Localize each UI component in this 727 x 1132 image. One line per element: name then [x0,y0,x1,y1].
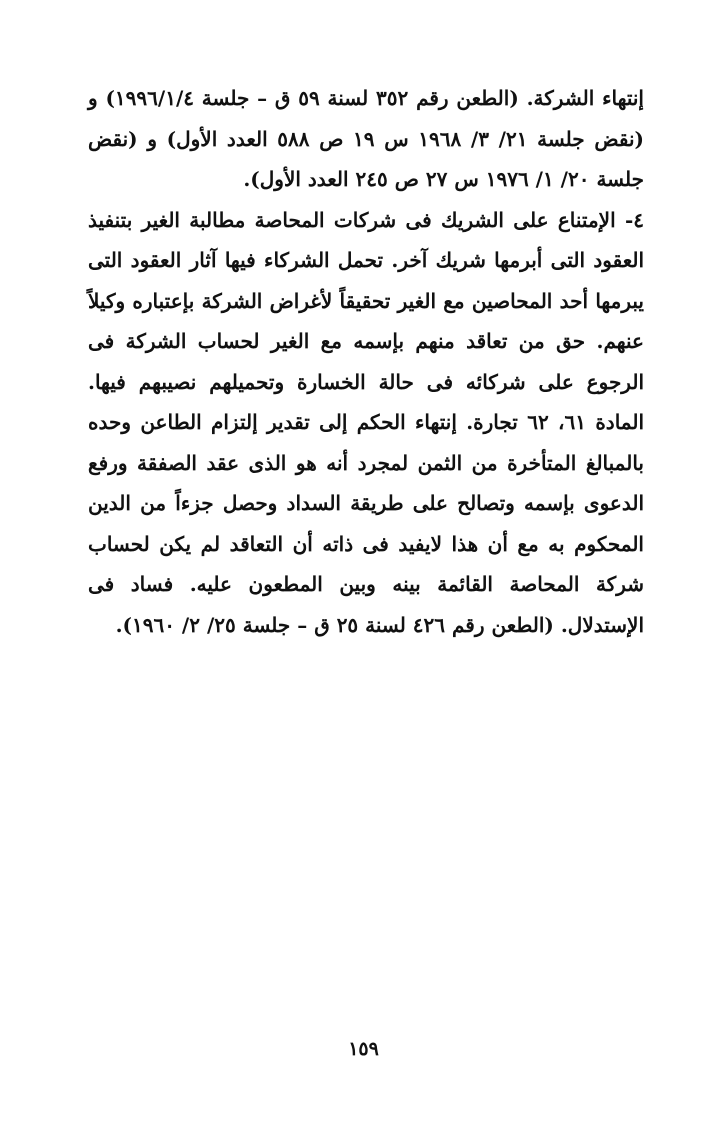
body-text [88,78,644,645]
page-number: ١٥٩ [348,1038,379,1060]
paragraph-citations: إنتهاء الشركة. (الطعن رقم ٣٥٢ لسنة ٥٩ ق – جلسة ١٩٩٦/١/٤) و (نقض جلسة ٢١/ ٣/ ١٩٦٨ س ١٩ ص ٥٨٨ العدد الأول) و (نقض جلسة ٢٠/ ١/ ١٩٧٦ س ٢٧ ص ٢٤٥ العدد الأول). [88,86,644,191]
paragraph-ruling-4: ٤- الإمتناع على الشريك فى شركات المحاصة مطالبة الغير بتنفيذ العقود التى أبرمها شريك آخر. تحمل الشركاء فيها آثار العقود التى يبرمها أحد المحاصين مع الغير تحقيقاً لأغراض الشركة بإعتباره وكيلاً عنهم. حق من تعاقد منهم بإسمه مع الغير لحساب الشركة فى الرجوع على شركائه فى حالة الخسارة وتحميلهم نصيبهم فيها. المادة ٦١، ٦٢ تجارة. إنتهاء الحكم إلى تقدير إلتزام الطاعن وحده بالمبالغ المتأخرة من الثمن لمجرد أنه هو الذى عقد الصفقة ورفع الدعوى بإسمه وتصالح على طريقة السداد وحصل جزءاً من الدين المحكوم به مع أن هذا لايفيد فى ذاته أن التعاقد لم يكن لحساب شركة المحاصة القائمة بينه وبين المطعون عليه. فساد فى الإستدلال. (الطعن رقم ٤٢٦ لسنة ٢٥ ق – جلسة ٢٥/ ٢/ ١٩٦٠). [88,207,645,637]
